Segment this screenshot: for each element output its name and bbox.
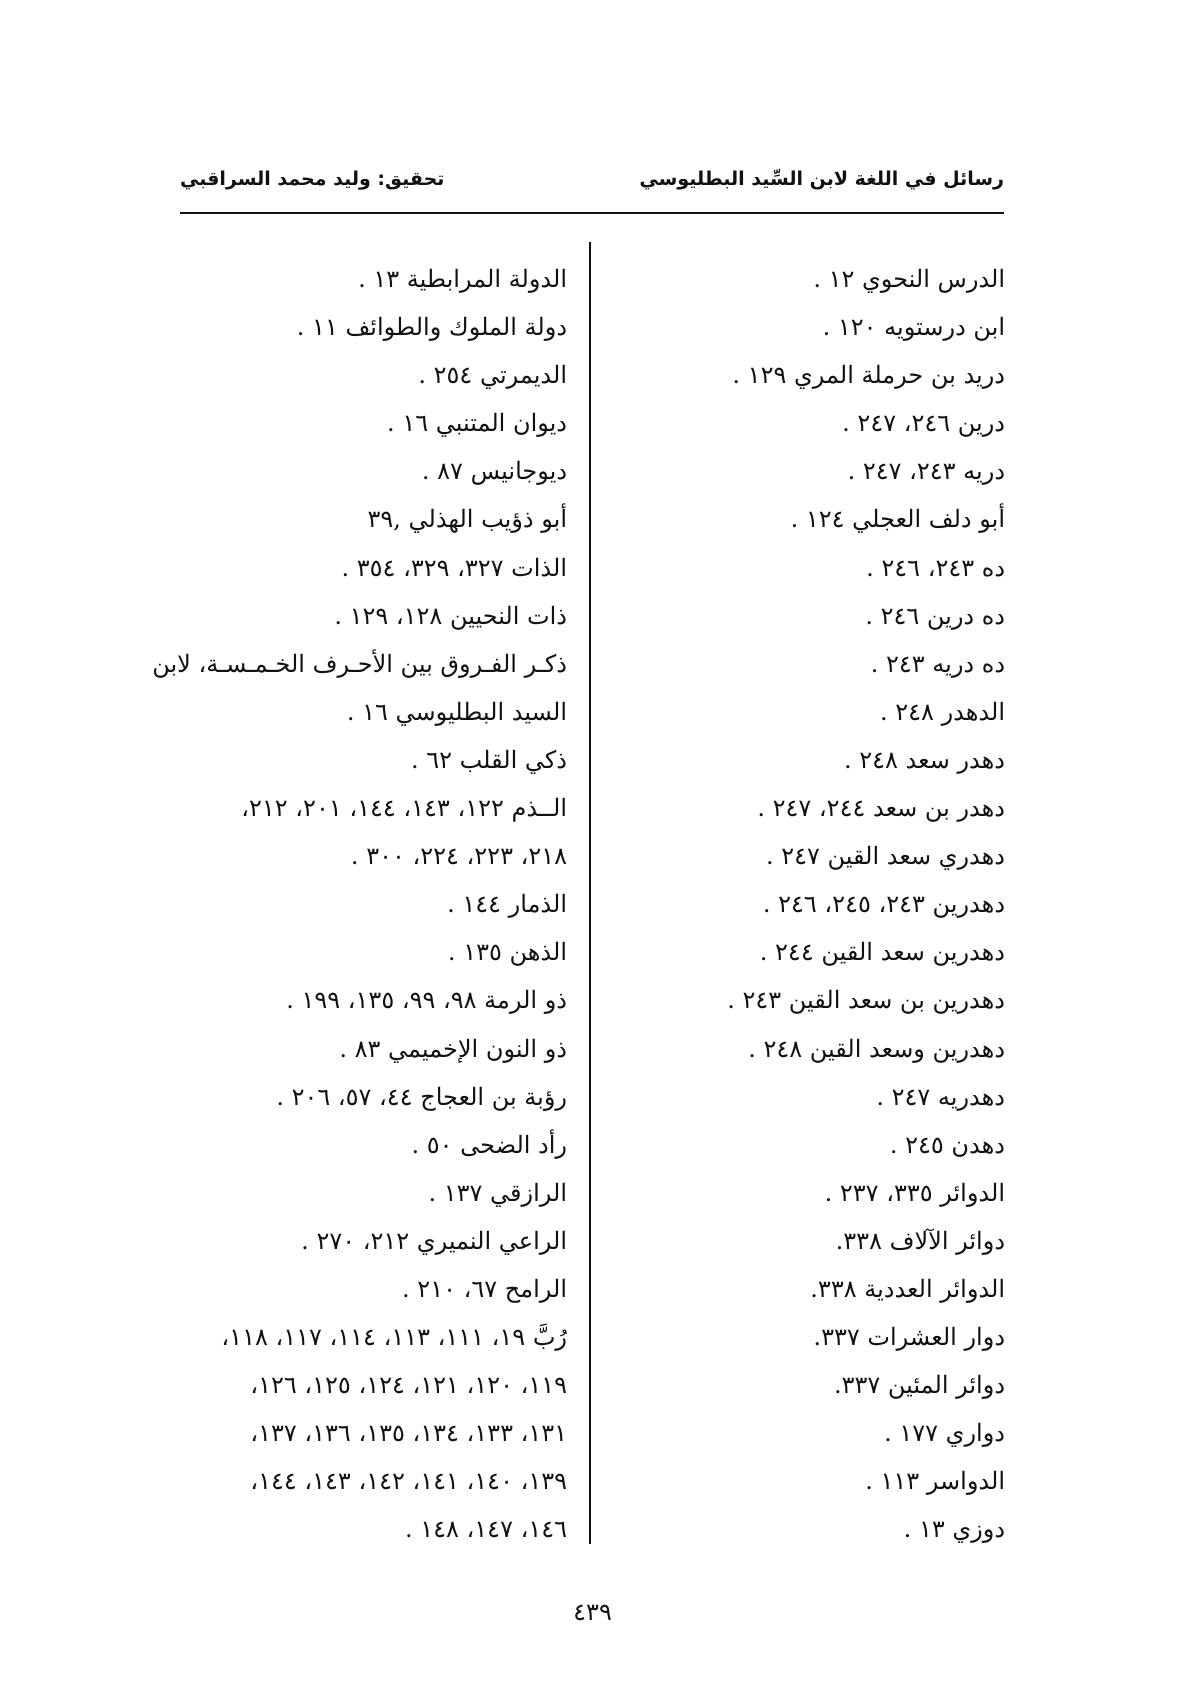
index-entry: الذمار ١٤٤ .: [447, 890, 567, 919]
index-entry: الــذم ١٢٢، ١٤٣، ١٤٤، ٢٠١، ٢١٢،: [241, 794, 567, 823]
index-entry: الدواسر ١١٣ .: [865, 1467, 1005, 1496]
index-entry: ذو الرمة ٩٨، ٩٩، ١٣٥، ١٩٩ .: [286, 986, 567, 1015]
index-entry: دهدرين بن سعد القين ٢٤٣ .: [727, 986, 1005, 1015]
index-entry: الدرس النحوي ١٢ .: [813, 265, 1005, 293]
index-entry: دوائر الآلاف ٣٣٨.: [835, 1226, 1005, 1255]
index-entry: الذات ٣٢٧، ٣٢٩، ٣٥٤ .: [341, 553, 567, 582]
index-entry: ١٣٩، ١٤٠، ١٤١، ١٤٢، ١٤٣، ١٤٤،: [250, 1467, 567, 1496]
index-entry: دريد بن حرملة المري ١٢٩ .: [732, 361, 1005, 390]
index-entry: دهدر بن سعد ٢٤٤، ٢٤٧ .: [757, 794, 1005, 823]
index-entry: دهدرين سعد القين ٢٤٤ .: [759, 938, 1005, 967]
index-entry: ذو النون الإخميمي ٨٣ .: [339, 1034, 567, 1063]
index-entry: ذكـر الفـروق بين الأحـرف الخـمـسـة، لابن: [152, 649, 567, 678]
index-entry: السيد البطليوسي ١٦ .: [346, 697, 567, 726]
book-title: رسائل في اللغة لابن السِّيد البطليوسي: [639, 168, 1004, 190]
index-entry: الرامح ٦٧، ٢١٠ .: [402, 1274, 567, 1303]
index-entry: دولة الملوك والطوائف ١١ .: [296, 313, 567, 342]
index-entry: الدولة المرابطية ١٣ .: [358, 265, 567, 293]
index-entry: دواري ١٧٧ .: [884, 1419, 1005, 1448]
index-entry: الرازقي ١٣٧ .: [428, 1178, 567, 1207]
index-entry: ديوان المتنبي ١٦ .: [387, 409, 567, 438]
index-entry: الراعي النميري ٢١٢، ٢٧٠ .: [301, 1226, 567, 1255]
index-entry: دوزي ١٣ .: [903, 1515, 1005, 1544]
index-entry: ذات النحيين ١٢٨، ١٢٩ .: [334, 601, 567, 630]
index-column-right: [625, 255, 1005, 1554]
index-entry: دهدريه ٢٤٧ .: [876, 1082, 1005, 1111]
index-entry: ده درين ٢٤٦ .: [865, 601, 1005, 630]
index-entry: الدهدر ٢٤٨ .: [880, 697, 1005, 726]
index-entry: رأد الضحى ٥٠ .: [411, 1130, 567, 1159]
index-entry: ٢١٨، ٢٢٣، ٢٢٤، ٣٠٠ .: [350, 842, 567, 871]
index-entry: ١٣١، ١٣٣، ١٣٤، ١٣٥، ١٣٦، ١٣٧،: [250, 1419, 567, 1448]
index-column-left: [152, 255, 567, 1554]
index-entry: دهدري سعد القين ٢٤٧ .: [765, 842, 1005, 871]
index-entry: رُبَّ ١٩، ١١١، ١١٣، ١١٤، ١١٧، ١١٨،: [221, 1323, 567, 1352]
index-entry: ديوجانيس ٨٧ .: [421, 457, 567, 486]
index-entry: دهدر سعد ٢٤٨ .: [843, 745, 1005, 774]
column-divider: [589, 242, 591, 1544]
index-entry: أبو ذؤيب الهذلي ,٣٩: [367, 505, 567, 534]
index-entry: دريه ٢٤٣، ٢٤٧ .: [847, 457, 1005, 486]
index-entry: ذكي القلب ٦٢ .: [410, 745, 567, 774]
index-entry: ده ٢٤٣، ٢٤٦ .: [866, 553, 1005, 582]
page-number: ٤٣٩: [573, 1598, 612, 1626]
index-entry: دهدن ٢٤٥ .: [889, 1130, 1005, 1159]
index-entry: ١٤٦، ١٤٧، ١٤٨ .: [404, 1515, 567, 1544]
index-entry: أبو دلف العجلي ١٢٤ .: [790, 505, 1005, 534]
index-entry: دوار العشرات ٣٣٧.: [813, 1323, 1005, 1352]
index-entry: الذهن ١٣٥ .: [447, 938, 567, 967]
index-entry: ده دريه ٢٤٣ .: [870, 649, 1005, 678]
running-header: [180, 168, 1004, 206]
index-entry: دوائر المئين ٣٣٧.: [833, 1371, 1005, 1400]
index-entry: الديمرتي ٢٥٤ .: [418, 361, 567, 390]
index-entry: الدوائر العددية ٣٣٨.: [810, 1274, 1005, 1303]
index-entry: دهدرين ٢٤٣، ٢٤٥، ٢٤٦ .: [762, 890, 1005, 919]
index-entry: الدوائر ٣٣٥، ٢٣٧ .: [824, 1178, 1005, 1207]
index-entry: رؤبة بن العجاج ٤٤، ٥٧، ٢٠٦ .: [276, 1082, 567, 1111]
editor-credit: تحقيق: وليد محمد السراقبي: [180, 168, 445, 190]
header-rule: [180, 212, 1004, 214]
index-entry: درين ٢٤٦، ٢٤٧ .: [842, 409, 1005, 438]
index-entry: ١١٩، ١٢٠، ١٢١، ١٢٤، ١٢٥، ١٢٦،: [250, 1371, 567, 1400]
index-entry: ابن درستويه ١٢٠ .: [822, 313, 1005, 342]
index-entry: دهدرين وسعد القين ٢٤٨ .: [748, 1034, 1005, 1063]
